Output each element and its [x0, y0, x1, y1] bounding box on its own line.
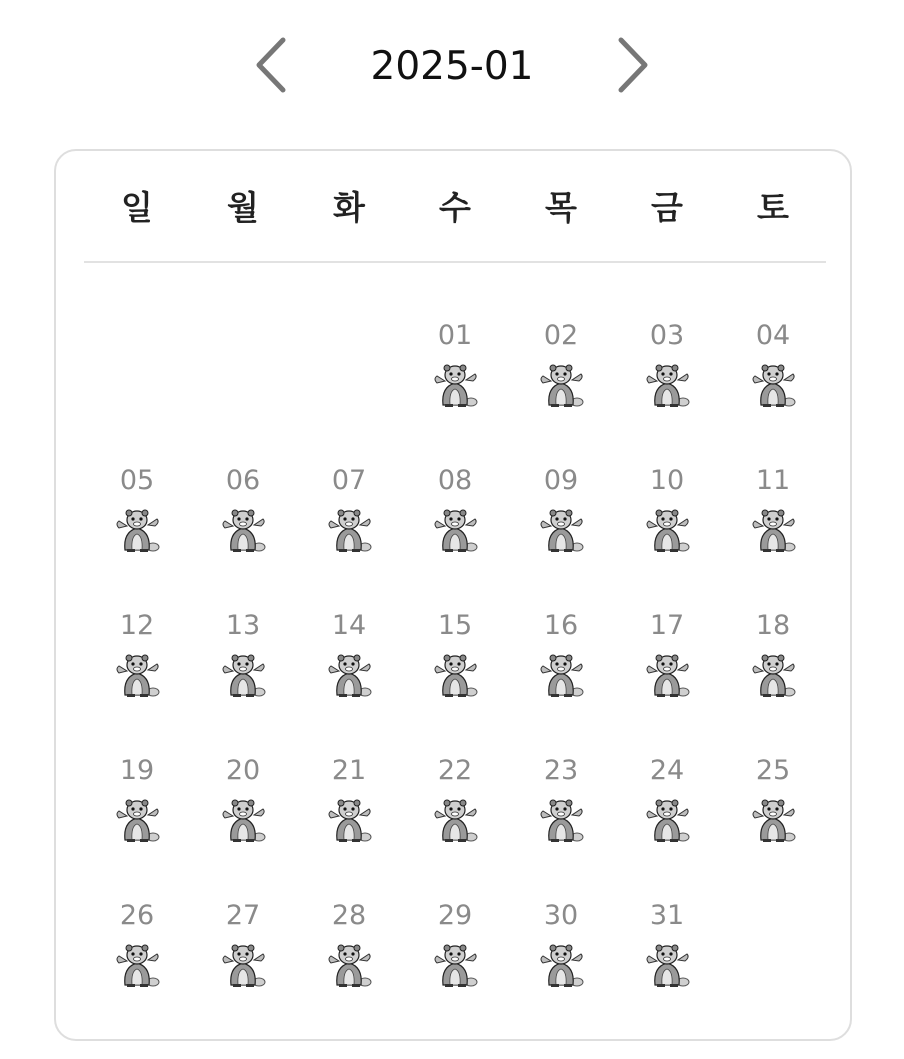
cartoon-sticker-icon — [113, 798, 161, 842]
cartoon-sticker-icon — [219, 798, 267, 842]
day-cell[interactable] — [84, 446, 190, 591]
day-number: 21 — [331, 755, 367, 786]
day-number: 29 — [437, 900, 473, 931]
day-number: 16 — [543, 610, 579, 641]
day-cell[interactable] — [190, 736, 296, 881]
day-number: 17 — [649, 610, 685, 641]
cartoon-sticker-icon — [643, 798, 691, 842]
day-cell[interactable] — [296, 881, 402, 1026]
day-cell[interactable] — [402, 881, 508, 1026]
chevron-right-icon — [616, 36, 650, 94]
day-number: 04 — [755, 320, 791, 351]
day-number: 02 — [543, 320, 579, 351]
weekday-header — [84, 177, 826, 263]
cartoon-sticker-icon — [643, 363, 691, 407]
cartoon-sticker-icon — [749, 508, 797, 552]
day-number: 27 — [225, 900, 261, 931]
calendar-grid — [84, 301, 826, 1026]
cartoon-sticker-icon — [113, 508, 161, 552]
empty-day-cell — [296, 301, 402, 446]
cartoon-sticker-icon — [431, 653, 479, 697]
day-cell[interactable] — [84, 736, 190, 881]
cartoon-sticker-icon — [325, 508, 373, 552]
day-number: 18 — [755, 610, 791, 641]
day-number: 23 — [543, 755, 579, 786]
cartoon-sticker-icon — [113, 943, 161, 987]
day-cell[interactable] — [402, 736, 508, 881]
day-cell[interactable] — [296, 591, 402, 736]
cartoon-sticker-icon — [537, 798, 585, 842]
cartoon-sticker-icon — [325, 943, 373, 987]
weekday-label: 금 — [651, 188, 683, 227]
cartoon-sticker-icon — [643, 653, 691, 697]
day-number: 28 — [331, 900, 367, 931]
day-cell[interactable] — [84, 591, 190, 736]
weekday-label: 수 — [439, 188, 471, 227]
day-number: 01 — [437, 320, 473, 351]
next-month-button[interactable] — [616, 36, 650, 94]
day-cell[interactable] — [84, 881, 190, 1026]
day-cell[interactable] — [402, 446, 508, 591]
day-cell[interactable] — [508, 881, 614, 1026]
day-number: 24 — [649, 755, 685, 786]
day-cell[interactable] — [614, 301, 720, 446]
calendar-card — [54, 149, 852, 1041]
day-number: 25 — [755, 755, 791, 786]
day-cell[interactable] — [190, 881, 296, 1026]
day-number: 26 — [119, 900, 155, 931]
day-number: 14 — [331, 610, 367, 641]
weekday-label: 목 — [545, 188, 577, 227]
day-cell[interactable] — [720, 736, 826, 881]
day-cell[interactable] — [614, 881, 720, 1026]
cartoon-sticker-icon — [219, 653, 267, 697]
cartoon-sticker-icon — [537, 943, 585, 987]
day-number: 09 — [543, 465, 579, 496]
day-cell[interactable] — [190, 446, 296, 591]
day-cell[interactable] — [402, 301, 508, 446]
cartoon-sticker-icon — [325, 798, 373, 842]
cartoon-sticker-icon — [537, 363, 585, 407]
day-cell[interactable] — [508, 301, 614, 446]
day-number: 05 — [119, 465, 155, 496]
day-number: 03 — [649, 320, 685, 351]
day-cell[interactable] — [508, 446, 614, 591]
day-number: 19 — [119, 755, 155, 786]
empty-day-cell — [190, 301, 296, 446]
weekday-label: 월 — [227, 188, 259, 227]
day-cell[interactable] — [614, 446, 720, 591]
day-number: 31 — [649, 900, 685, 931]
day-cell[interactable] — [296, 736, 402, 881]
day-number: 30 — [543, 900, 579, 931]
day-cell[interactable] — [614, 736, 720, 881]
day-number: 10 — [649, 465, 685, 496]
day-cell[interactable] — [508, 736, 614, 881]
cartoon-sticker-icon — [749, 798, 797, 842]
day-cell[interactable] — [402, 591, 508, 736]
day-cell[interactable] — [508, 591, 614, 736]
day-cell[interactable] — [190, 591, 296, 736]
cartoon-sticker-icon — [431, 363, 479, 407]
cartoon-sticker-icon — [325, 653, 373, 697]
cartoon-sticker-icon — [537, 508, 585, 552]
day-cell[interactable] — [614, 591, 720, 736]
day-cell[interactable] — [720, 446, 826, 591]
cartoon-sticker-icon — [431, 943, 479, 987]
day-number: 06 — [225, 465, 261, 496]
month-title: 2025-01 — [370, 44, 534, 89]
day-cell[interactable] — [720, 301, 826, 446]
cartoon-sticker-icon — [749, 653, 797, 697]
cartoon-sticker-icon — [537, 653, 585, 697]
empty-day-cell — [84, 301, 190, 446]
cartoon-sticker-icon — [113, 653, 161, 697]
day-number: 12 — [119, 610, 155, 641]
weekday-label: 화 — [333, 188, 365, 227]
cartoon-sticker-icon — [749, 363, 797, 407]
day-number: 08 — [437, 465, 473, 496]
day-number: 07 — [331, 465, 367, 496]
weekday-label: 일 — [121, 188, 153, 227]
day-number: 20 — [225, 755, 261, 786]
cartoon-sticker-icon — [643, 508, 691, 552]
day-number: 15 — [437, 610, 473, 641]
cartoon-sticker-icon — [219, 943, 267, 987]
day-cell[interactable] — [296, 446, 402, 591]
day-number: 11 — [755, 465, 791, 496]
cartoon-sticker-icon — [431, 798, 479, 842]
day-cell[interactable] — [720, 591, 826, 736]
month-navigation — [0, 0, 904, 135]
cartoon-sticker-icon — [643, 943, 691, 987]
cartoon-sticker-icon — [219, 508, 267, 552]
day-number: 22 — [437, 755, 473, 786]
day-number: 13 — [225, 610, 261, 641]
weekday-label: 토 — [757, 188, 789, 227]
cartoon-sticker-icon — [431, 508, 479, 552]
